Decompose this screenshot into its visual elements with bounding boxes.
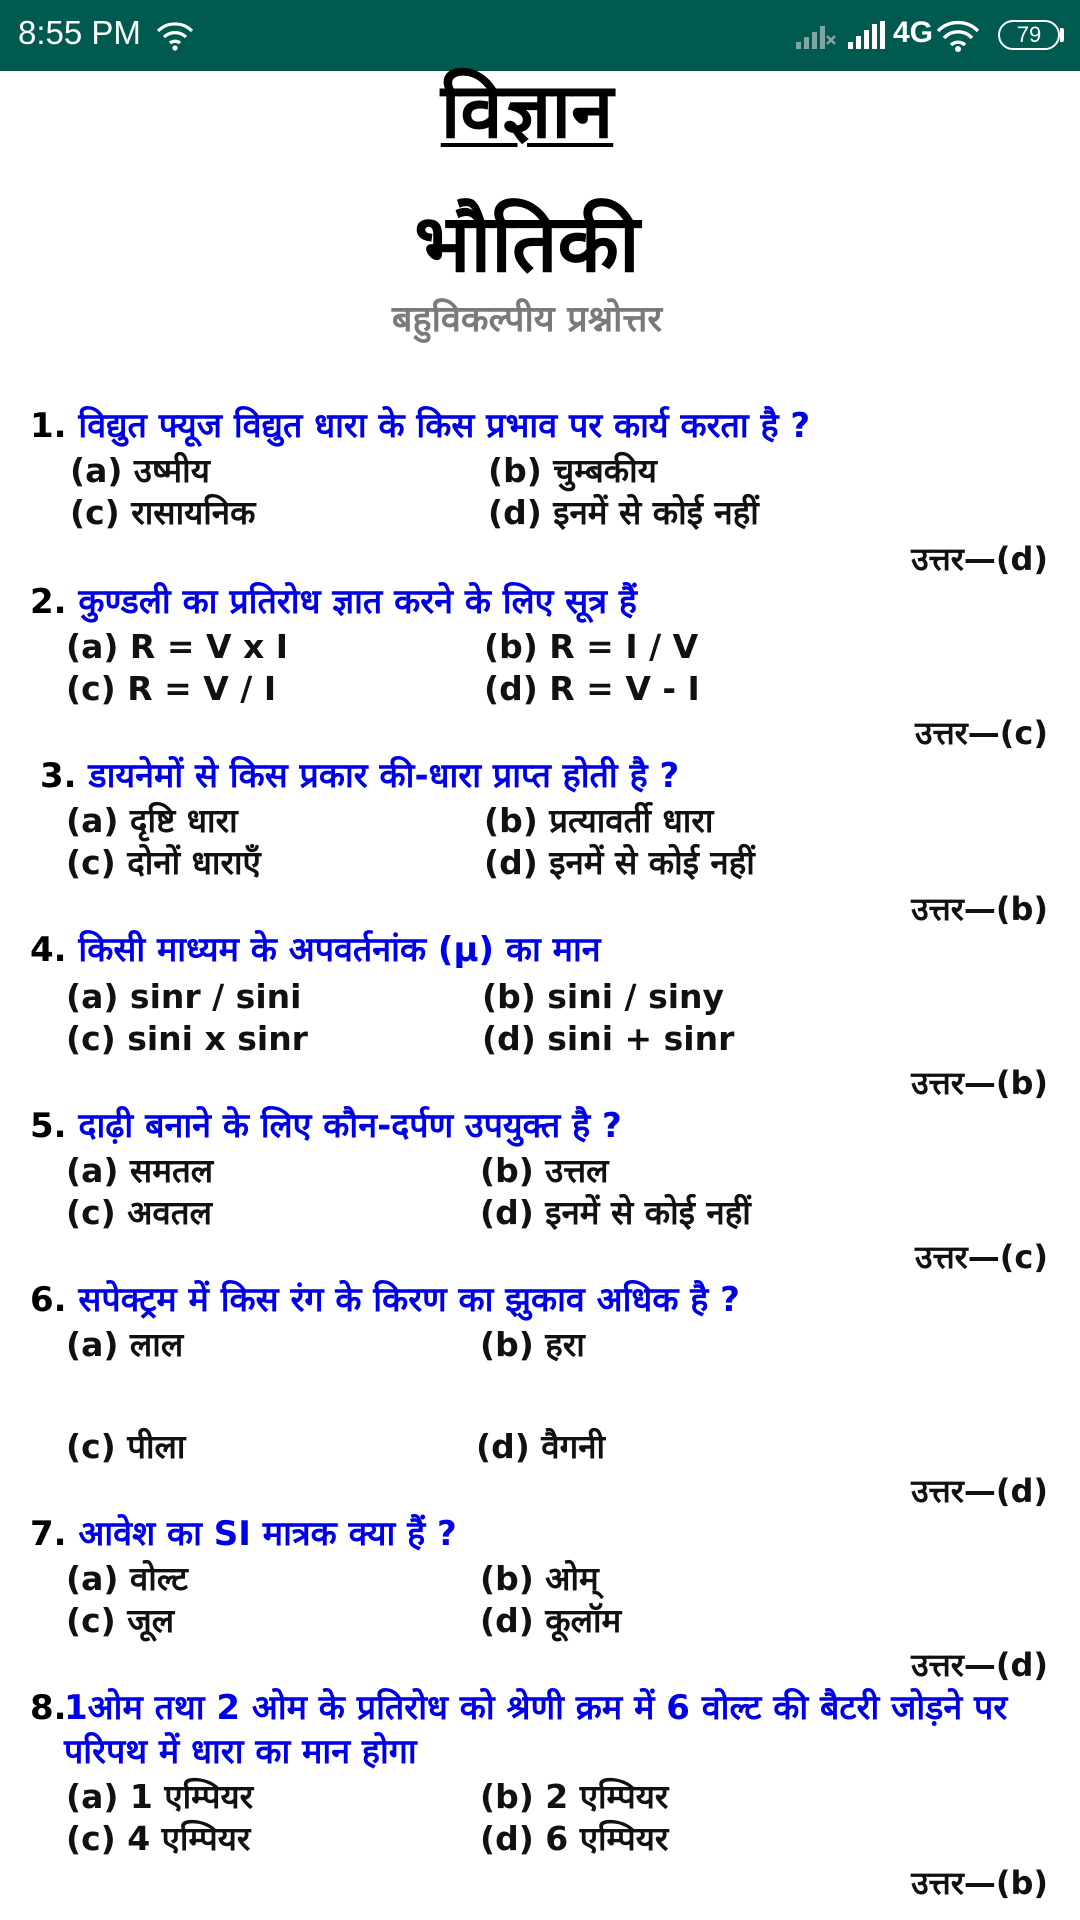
option-b: (b) हरा <box>480 1325 585 1364</box>
option-a: (a) उष्मीय <box>70 451 210 490</box>
option-c: (c) अवतल <box>66 1193 212 1232</box>
answer-label: उत्तर—(d) <box>911 1472 1048 1510</box>
signal-icon <box>794 22 836 50</box>
question-number: 2. <box>30 582 67 622</box>
option-c: (c) रासायनिक <box>70 493 256 532</box>
option-a: (a) 1 एम्पियर <box>66 1777 254 1816</box>
question-number: 4. <box>30 930 67 970</box>
option-a: (a) दृष्टि धारा <box>66 801 238 840</box>
answer-label: उत्तर—(b) <box>911 1864 1048 1902</box>
question-1 <box>30 404 810 448</box>
answer-label: उत्तर—(d) <box>911 540 1048 578</box>
question-8 <box>30 1686 1020 1774</box>
option-b: (b) प्रत्यावर्ती धारा <box>484 801 714 840</box>
option-a: (a) लाल <box>66 1325 184 1364</box>
question-text: किसी माध्यम के अपवर्तनांक (μ) का मान <box>78 930 601 970</box>
answer-label: उत्तर—(c) <box>915 1238 1048 1276</box>
option-b: (b) sini / siny <box>482 977 725 1016</box>
battery-icon: 79 <box>998 20 1060 50</box>
question-text: डायनेमों से किस प्रकार की-धारा प्राप्त होती है ? <box>88 756 680 796</box>
network-type: 4G <box>893 16 934 49</box>
question-number: 1. <box>30 406 67 446</box>
question-5 <box>30 1104 622 1148</box>
option-d: (d) कूलॉम <box>480 1601 622 1640</box>
battery-tip <box>1060 28 1064 42</box>
question-6 <box>30 1278 740 1322</box>
wifi-icon <box>935 19 981 53</box>
question-number: 5. <box>30 1106 67 1146</box>
question-3 <box>40 754 679 798</box>
option-c: (c) R = V / I <box>66 669 277 708</box>
answer-label: उत्तर—(b) <box>911 1064 1048 1102</box>
question-text: सपेक्ट्रम में किस रंग के किरण का झुकाव अधिक है ? <box>78 1280 740 1320</box>
option-b: (b) चुम्बकीय <box>488 451 657 490</box>
question-number: 8. <box>30 1688 67 1728</box>
status-bar <box>0 0 1080 71</box>
question-text: विद्युत फ्यूज विद्युत धारा के किस प्रभाव पर कार्य करता है ? <box>78 406 811 446</box>
document-subject: भौतिकी <box>414 197 640 290</box>
option-a: (a) R = V x I <box>66 627 289 666</box>
option-d: (d) R = V - I <box>484 669 700 708</box>
option-a: (a) वोल्ट <box>66 1559 188 1598</box>
question-text: दाढ़ी बनाने के लिए कौन-दर्पण उपयुक्त है ? <box>78 1106 622 1146</box>
option-c: (c) दोनों धाराएँ <box>66 843 261 882</box>
question-number: 6. <box>30 1280 67 1320</box>
option-a: (a) sinr / sini <box>66 977 302 1016</box>
question-7 <box>30 1512 457 1556</box>
option-b: (b) उत्तल <box>480 1151 609 1190</box>
document-title: विज्ञान <box>440 66 614 155</box>
document-tagline: बहुविकल्पीय प्रश्नोत्तर <box>391 299 663 340</box>
option-c: (c) sini x sinr <box>66 1019 308 1058</box>
option-d: (d) इनमें से कोई नहीं <box>480 1193 751 1232</box>
option-c: (c) जूल <box>66 1601 175 1640</box>
option-d: (d) इनमें से कोई नहीं <box>488 493 759 532</box>
question-number: 3. <box>40 756 77 796</box>
signal-icon <box>846 20 888 50</box>
question-4 <box>30 928 601 972</box>
question-text: आवेश का SI मात्रक क्या हैं ? <box>78 1514 457 1554</box>
option-b: (b) 2 एम्पियर <box>480 1777 669 1816</box>
option-a: (a) समतल <box>66 1151 214 1190</box>
question-text: 1ओम तथा 2 ओम के प्रतिरोध को श्रेणी क्रम में 6 वोल्ट की बैटरी जोड़ने पर परिपथ में धारा का मान होगा <box>64 1688 1008 1772</box>
option-c: (c) पीला <box>66 1427 186 1466</box>
option-b: (b) R = I / V <box>484 627 699 666</box>
question-2 <box>30 580 637 624</box>
option-d: (d) sini + sinr <box>482 1019 735 1058</box>
option-d: (d) इनमें से कोई नहीं <box>484 843 755 882</box>
answer-label: उत्तर—(b) <box>911 890 1048 928</box>
answer-label: उत्तर—(c) <box>915 714 1048 752</box>
option-d: (d) वैगनी <box>476 1427 606 1466</box>
option-b: (b) ओम् <box>480 1559 599 1598</box>
status-time: 8:55 PM <box>18 14 141 51</box>
question-number: 7. <box>30 1514 67 1554</box>
question-text: कुण्डली का प्रतिरोध ज्ञात करने के लिए सूत्र हैं <box>78 582 637 622</box>
wifi-icon <box>156 20 194 52</box>
option-d: (d) 6 एम्पियर <box>480 1819 669 1858</box>
option-c: (c) 4 एम्पियर <box>66 1819 251 1858</box>
answer-label: उत्तर—(d) <box>911 1646 1048 1684</box>
